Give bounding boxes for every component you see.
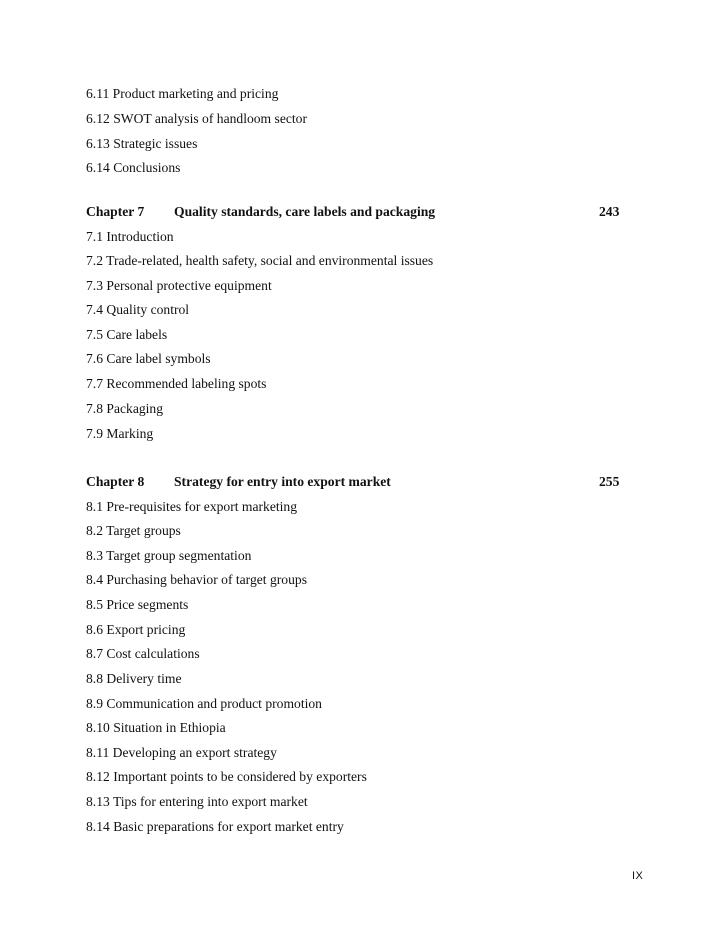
toc-entry-8-12: 8.12 Important points to be considered by exporters (86, 769, 367, 784)
toc-entry-7-6: 7.6 Care label symbols (86, 351, 211, 366)
toc-entry-8-9: 8.9 Communication and product promotion (86, 696, 322, 711)
toc-entry-6-12: 6.12 SWOT analysis of handloom sector (86, 111, 307, 126)
chapter-7-number: Chapter 7 (86, 204, 145, 219)
toc-entry-8-7: 8.7 Cost calculations (86, 646, 200, 661)
toc-entry-7-7: 7.7 Recommended labeling spots (86, 376, 267, 391)
toc-entry-6-11: 6.11 Product marketing and pricing (86, 86, 279, 101)
chapter-8-title: Strategy for entry into export market (174, 474, 391, 489)
toc-entry-8-13: 8.13 Tips for entering into export market (86, 794, 308, 809)
toc-entry-8-1: 8.1 Pre-requisites for export marketing (86, 499, 298, 514)
toc-entry-8-14: 8.14 Basic preparations for export market entry (86, 819, 344, 834)
toc-entry-7-3: 7.3 Personal protective equipment (86, 278, 272, 293)
toc-entry-8-5: 8.5 Price segments (86, 597, 189, 612)
toc-entry-7-1: 7.1 Introduction (86, 229, 174, 244)
chapter-8-number: Chapter 8 (86, 474, 145, 489)
page-number: IX (632, 870, 644, 882)
toc-entry-7-2: 7.2 Trade-related, health safety, social and environmental issues (86, 253, 434, 268)
toc-entry-7-5: 7.5 Care labels (86, 327, 168, 342)
toc-entry-7-8: 7.8 Packaging (86, 401, 164, 416)
chapter-8-page: 255 (599, 474, 620, 489)
toc-entry-8-4: 8.4 Purchasing behavior of target groups (86, 572, 307, 587)
toc-entry-8-6: 8.6 Export pricing (86, 622, 186, 637)
toc-entry-8-10: 8.10 Situation in Ethiopia (86, 720, 226, 735)
toc-entry-6-14: 6.14 Conclusions (86, 160, 181, 175)
toc-entry-8-8: 8.8 Delivery time (86, 671, 182, 686)
toc-entry-8-2: 8.2 Target groups (86, 523, 181, 538)
toc-entry-7-4: 7.4 Quality control (86, 302, 190, 317)
toc-entry-8-11: 8.11 Developing an export strategy (86, 745, 277, 760)
toc-entry-7-9: 7.9 Marking (86, 426, 154, 441)
toc-entry-8-3: 8.3 Target group segmentation (86, 548, 252, 563)
chapter-7-title: Quality standards, care labels and packaging (174, 204, 436, 219)
chapter-7-page: 243 (599, 204, 620, 219)
toc-entry-6-13: 6.13 Strategic issues (86, 136, 198, 151)
